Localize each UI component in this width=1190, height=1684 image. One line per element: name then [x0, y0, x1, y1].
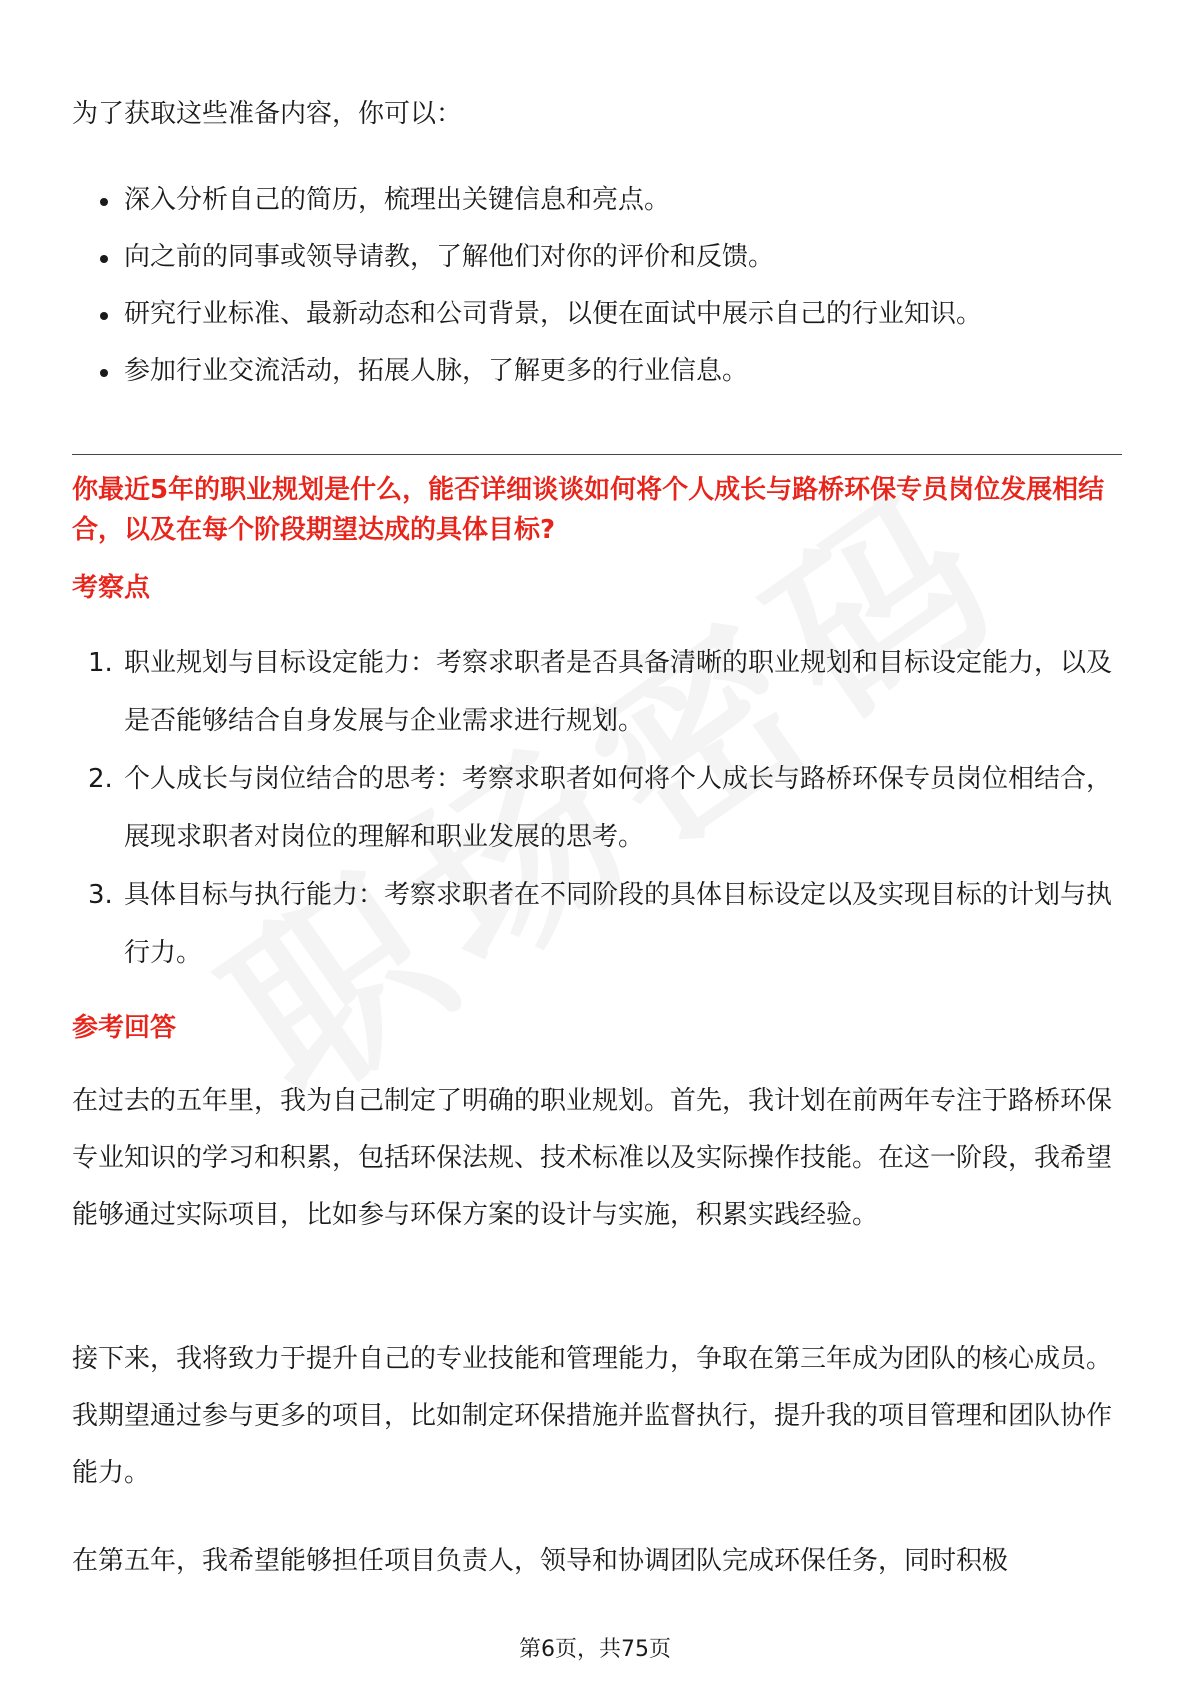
- list-item: 向之前的同事或领导请教，了解他们对你的评价和反馈。: [72, 229, 982, 286]
- points-section-title: 考察点: [72, 573, 151, 603]
- point-text: 具体目标与执行能力：考察求职者在不同阶段的具体目标设定以及实现目标的计划与执行力。: [124, 880, 1113, 968]
- points-list: [72, 634, 1122, 982]
- point-text: 职业规划与目标设定能力：考察求职者是否具备清晰的职业规划和目标设定能力，以及是否能够结合自身发展与企业需求进行规划。: [124, 648, 1113, 736]
- answer-paragraph: 接下来，我将致力于提升自己的专业技能和管理能力，争取在第三年成为团队的核心成员。我期望通过参与更多的项目，比如制定环保措施并监督执行，提升我的项目管理和团队协作能力。: [72, 1344, 1113, 1488]
- list-number: 2.: [88, 764, 113, 794]
- answer-paragraph: 在过去的五年里，我为自己制定了明确的职业规划。首先，我计划在前两年专注于路桥环保专业知识的学习和积累，包括环保法规、技术标准以及实际操作技能。在这一阶段，我希望能够通过实际项目，比如参与环保方案的设计与实施，积累实践经验。: [72, 1086, 1113, 1230]
- answer-section-title: 参考回答: [72, 1013, 177, 1043]
- section-divider: [72, 454, 1122, 455]
- list-item: 参加行业交流活动，拓展人脉，了解更多的行业信息。: [72, 343, 982, 400]
- question-heading: 你最近5年的职业规划是什么，能否详细谈谈如何将个人成长与路桥环保专员岗位发展相结合，以及在每个阶段期望达成的具体目标?: [72, 475, 1105, 545]
- list-item: 深入分析自己的简历，梳理出关键信息和亮点。: [72, 172, 982, 229]
- list-item: 研究行业标准、最新动态和公司背景，以便在面试中展示自己的行业知识。: [72, 286, 982, 343]
- answer-paragraph: 在第五年，我希望能够担任项目负责人，领导和协调团队完成环保任务，同时积极: [72, 1546, 1009, 1576]
- list-item: [72, 750, 1122, 866]
- point-text: 个人成长与岗位结合的思考：考察求职者如何将个人成长与路桥环保专员岗位相结合，展现求职者对岗位的理解和职业发展的思考。: [124, 764, 1113, 852]
- list-number: 3.: [88, 880, 113, 910]
- list-item: [72, 866, 1122, 982]
- list-item: [72, 634, 1122, 750]
- page-number-footer: 第6页，共75页: [519, 1637, 671, 1662]
- bullet-list: [72, 172, 982, 400]
- intro-text: 为了获取这些准备内容，你可以：: [72, 99, 463, 129]
- list-number: 1.: [88, 648, 113, 678]
